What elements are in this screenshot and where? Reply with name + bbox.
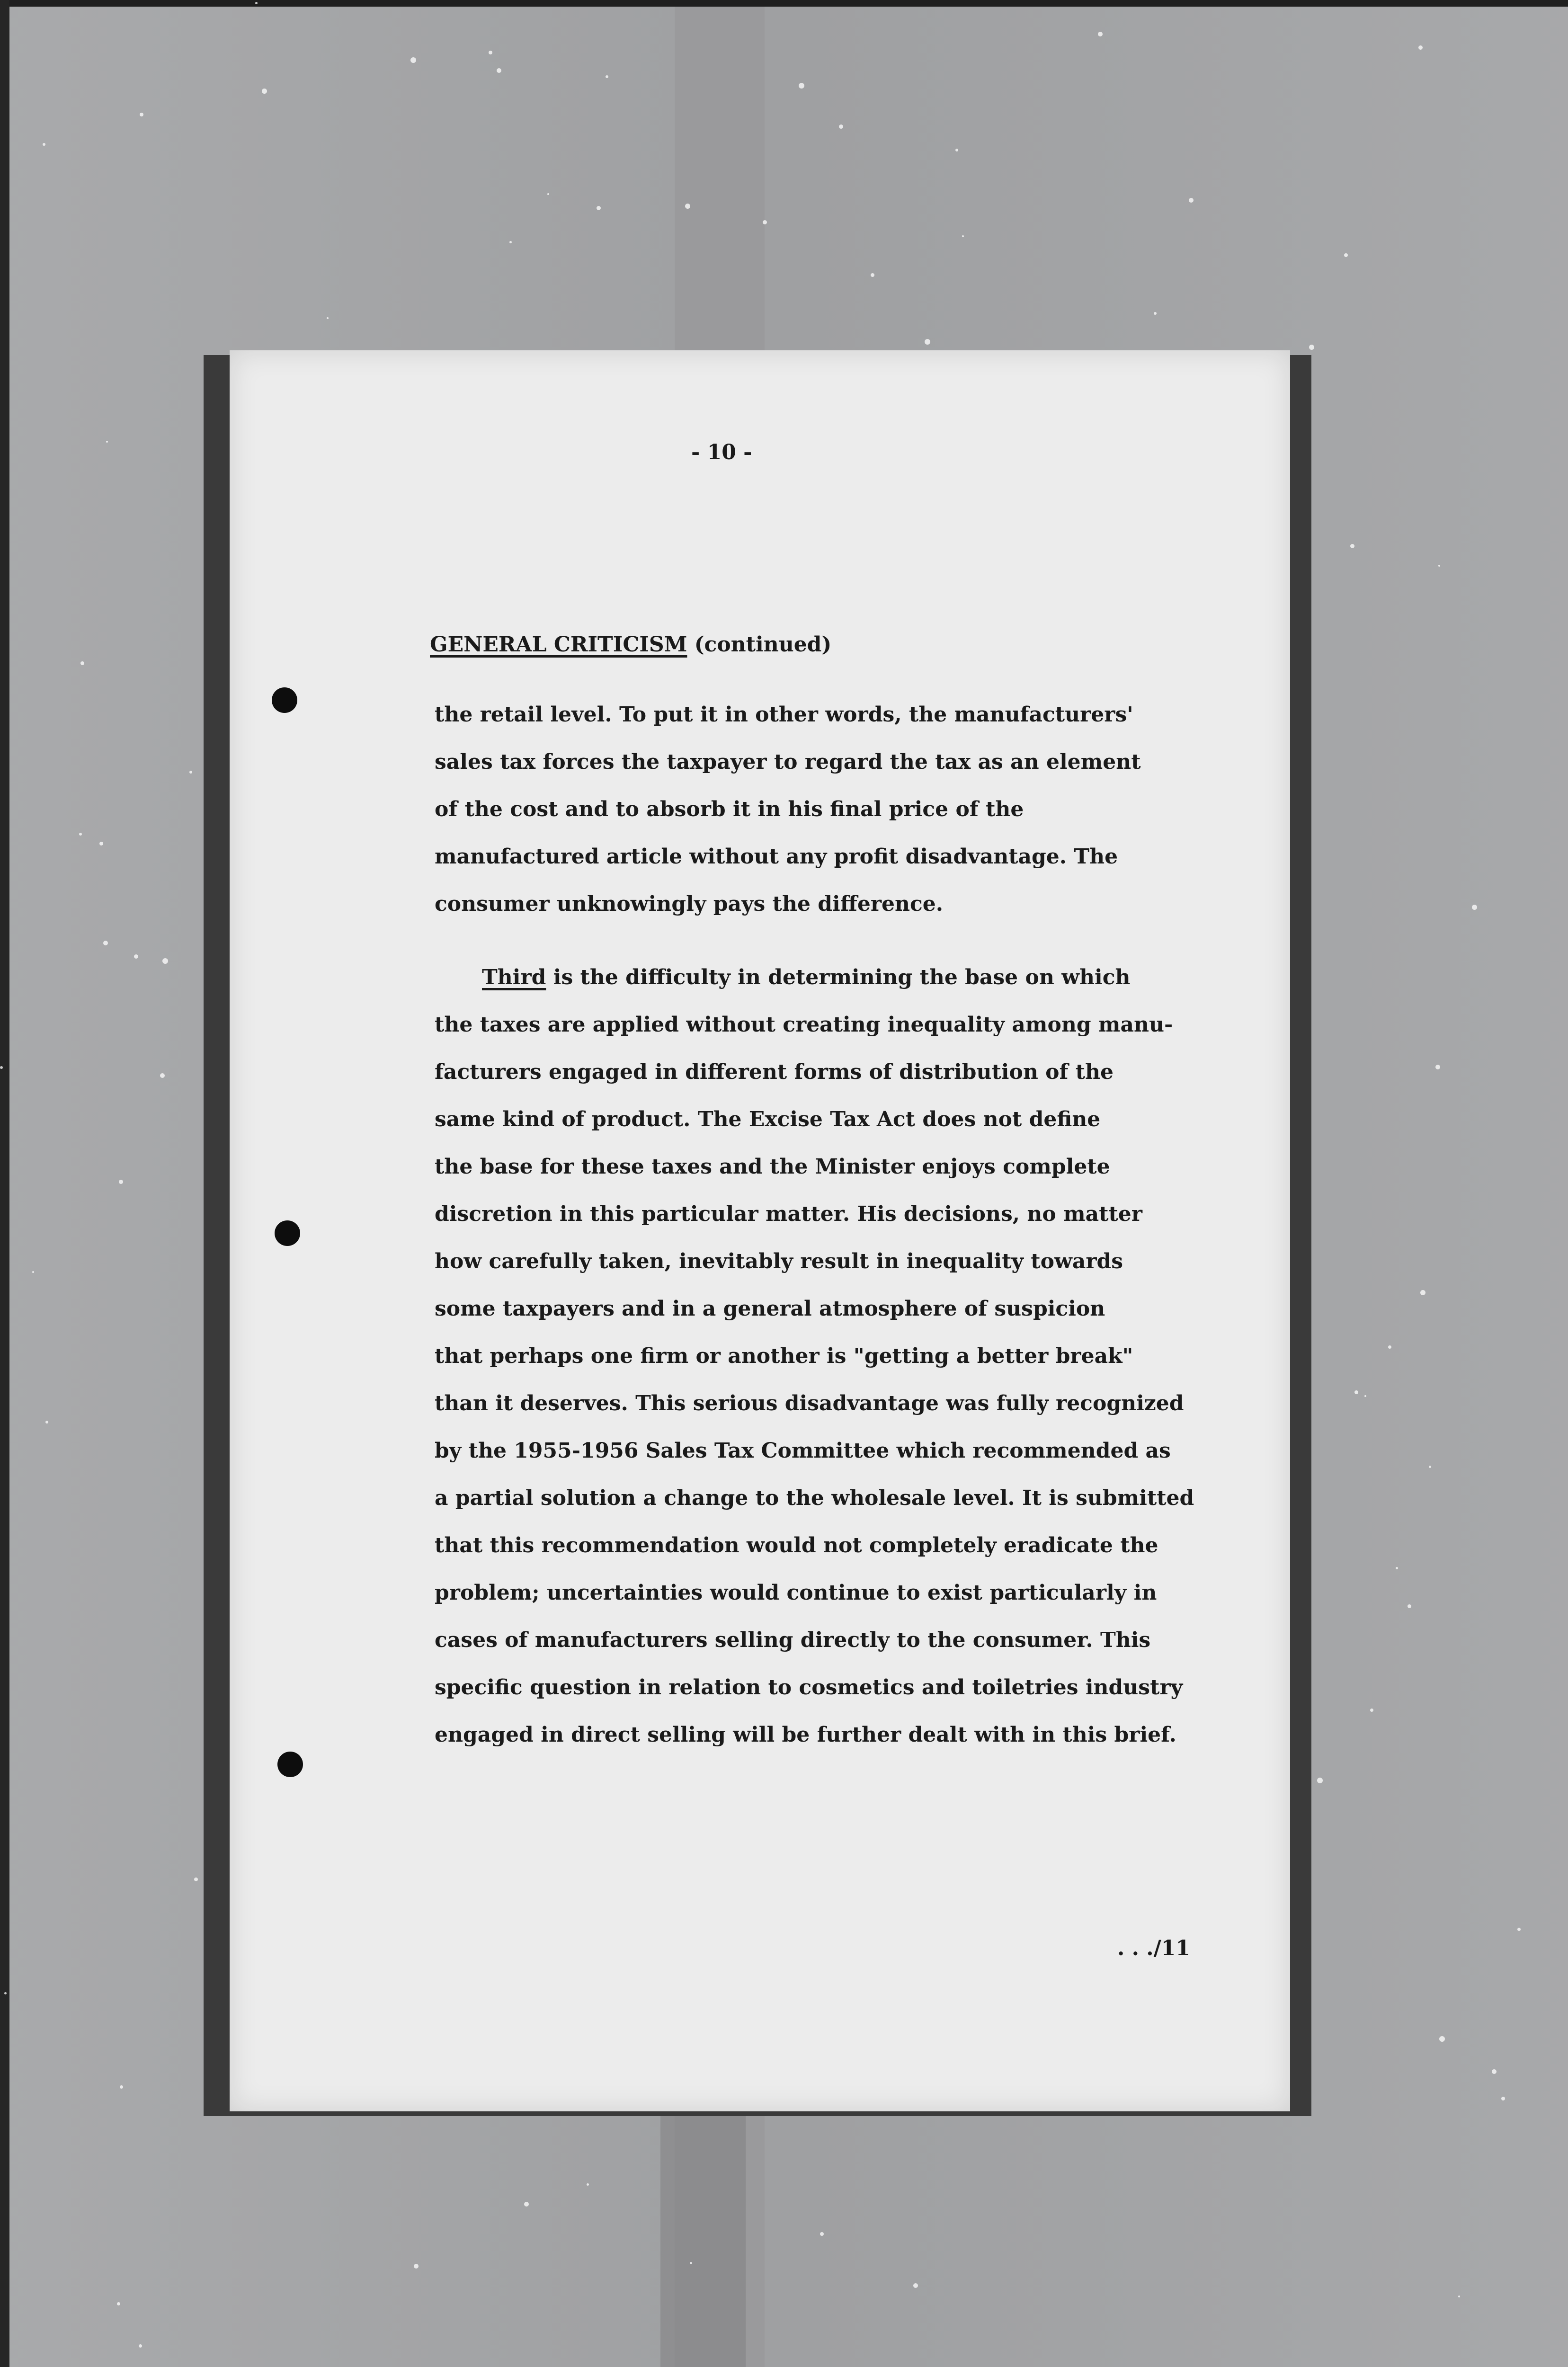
dust-speck [955,149,958,151]
dust-speck [597,206,601,210]
dust-speck [606,75,608,78]
text-line: that perhaps one firm or another is "getting a better break" [435,1344,1133,1368]
dust-speck [1189,198,1194,203]
dust-speck [1458,2296,1460,2297]
dust-speck [103,941,108,945]
dust-speck [1420,1290,1425,1295]
dust-speck [1350,544,1354,548]
dust-speck [117,2302,120,2305]
dust-speck [1438,565,1440,567]
dust-speck [139,2344,142,2348]
paragraph-continued [435,691,1145,928]
dust-speck [690,2262,692,2264]
dust-speck [1492,2069,1497,2074]
dust-speck [1370,1709,1373,1712]
dust-speck [962,235,964,237]
dust-speck [1408,1604,1411,1608]
text-line: the retail level. To put it in other words, the manufacturers' [435,703,1133,727]
dust-speck [1396,1567,1398,1569]
dust-speck [1364,1395,1366,1397]
film-edge-left [0,0,9,2367]
dust-speck [1439,2036,1445,2042]
text-line: the taxes are applied without creating inequality among manu- [435,1013,1173,1037]
dust-speck [45,1421,48,1424]
dust-speck [414,2264,419,2269]
text-line: how carefully taken, inevitably result in inequality towards [435,1249,1123,1273]
dust-speck [1388,1345,1391,1349]
dust-speck [1098,32,1103,36]
dust-speck [4,1992,7,1994]
dust-speck [262,89,267,94]
text-line: specific question in relation to cosmetics and toiletries industry [435,1675,1183,1700]
text-line: cases of manufacturers selling directly to the consumer. This [435,1628,1151,1652]
emphasis-third: Third [482,965,546,989]
mounting-tape-lower [660,2092,746,2367]
dust-speck [799,83,804,89]
text-line-first [435,954,1145,1001]
dust-speck [134,954,138,959]
dust-speck [1354,1390,1358,1394]
section-heading-suffix: (continued) [687,632,832,657]
dust-speck [327,317,329,319]
text-line: some taxpayers and in a general atmosphere of suspicion [435,1297,1105,1321]
dust-speck [194,1878,198,1881]
dust-speck [1501,2097,1505,2100]
dust-speck [410,57,416,63]
dust-speck [1344,253,1348,257]
dust-speck [140,113,143,116]
dust-speck [1435,1065,1440,1069]
dust-speck [1472,905,1477,910]
text-line: discretion in this particular matter. His decisions, no matter [435,1202,1142,1226]
dust-speck [509,241,512,243]
section-heading [430,632,831,657]
text-line-first-rest: is the difficulty in determining the base on which [546,965,1131,989]
text-line: a partial solution a change to the wholesale level. It is submitted [435,1486,1194,1510]
punch-hole-bottom [277,1752,303,1777]
dust-speck [99,842,103,845]
dust-speck [763,220,767,224]
paragraph-third [435,954,1194,1759]
dust-speck [524,2202,529,2207]
section-heading-title: GENERAL CRITICISM [430,632,687,657]
dust-speck [1317,1778,1323,1783]
dust-speck [43,143,45,146]
dust-speck [1429,1466,1431,1468]
dust-speck [925,339,930,345]
text-line: the base for these taxes and the Minister enjoys complete [435,1155,1110,1179]
dust-speck [106,441,108,443]
text-line: sales tax forces the taxpayer to regard the tax as an element [435,750,1141,774]
text-line: consumer unknowingly pays the difference. [435,892,944,916]
text-line: that this recommendation would not completely eradicate the [435,1533,1158,1557]
dust-speck [820,2232,824,2236]
dust-speck [913,2283,918,2288]
text-line: same kind of product. The Excise Tax Act does not define [435,1107,1101,1131]
punch-hole-middle [275,1220,300,1246]
dust-speck [79,833,82,836]
dust-speck [587,2183,589,2186]
page-number: - 10 - [691,440,752,464]
dust-speck [80,661,84,665]
dust-speck [120,2085,123,2089]
text-line: manufactured article without any profit disadvantage. The [435,845,1118,869]
text-line: facturers engaged in different forms of distribution of the [435,1060,1114,1084]
dust-speck [0,1066,3,1069]
text-line: of the cost and to absorb it in his final price of the [435,797,1024,821]
punch-hole-top [272,687,297,713]
text-line: by the 1955-1956 Sales Tax Committee which recommended as [435,1439,1171,1463]
dust-speck [32,1271,34,1273]
dust-speck [1418,45,1423,50]
continuation-marker: . . ./11 [1117,1936,1190,1960]
dust-speck [839,125,843,129]
dust-speck [189,771,192,774]
dust-speck [1309,345,1314,350]
dust-speck [547,193,549,195]
text-line: than it deserves. This serious disadvantage was fully recognized [435,1391,1184,1415]
dust-speck [1154,312,1157,315]
dust-speck [497,68,501,73]
dust-speck [160,1073,165,1078]
film-edge-top [0,0,1568,7]
dust-speck [871,273,874,277]
dust-speck [255,2,258,4]
dust-speck [1517,1928,1521,1931]
text-line: problem; uncertainties would continue to exist particularly in [435,1581,1157,1605]
dust-speck [489,51,492,54]
text-line: engaged in direct selling will be further dealt with in this brief. [435,1723,1176,1747]
dust-speck [685,204,690,209]
dust-speck [119,1180,123,1184]
dust-speck [162,958,168,964]
